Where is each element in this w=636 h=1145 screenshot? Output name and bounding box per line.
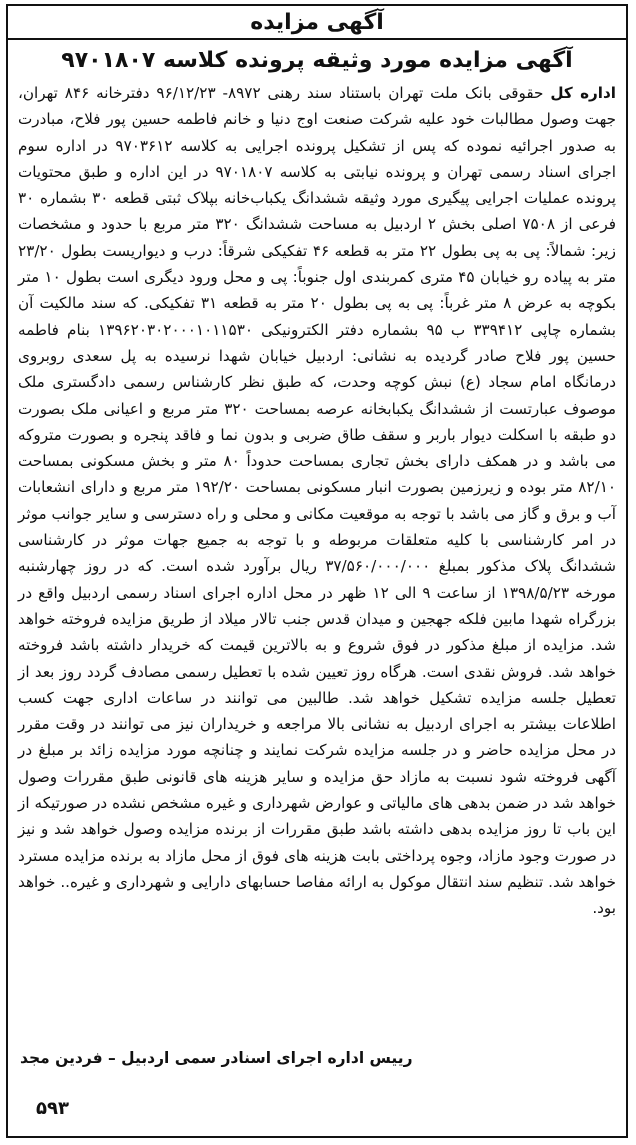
page-number: ۵۹۳: [36, 1098, 69, 1119]
notice-subtitle: آگهی مزایده مورد وثیقه پرونده کلاسه ۹۷۰۱۸۰۷: [61, 48, 573, 73]
notice-title: آگهی مزایده: [250, 9, 384, 35]
notice-header: [8, 6, 626, 40]
notice-body-text: حقوقی بانک ملت تهران باستناد سند رهنی ۸۹۷۲- ۹۶/۱۲/۲۳ دفترخانه ۸۴۶ تهران، جهت وصول مطالبات خود علیه شرکت صنعت اوج دنیا و خانم فاطمه حسین پور فلاح، مبادرت به صدور اجرائیه نموده که پس از تشکیل پرونده اجرایی به کلاسه ۹۷۰۳۶۱۲ در اداره سوم اجرای اسناد رسمی تهران و پرونده نیابتی به کلاسه ۹۷۰۱۸۰۷ در این اداره و طبق محتویات پرونده عملیات اجرایی پیگیری مورد وثیقه ششدانگ یکباب‌خانه بپلاک ثبتی قطعه ۳۰ بشماره ۳۰ فرعی از ۷۵۰۸ اصلی بخش ۲ اردبیل به مساحت ششدانگ ۳۲۰ متر مربع با حدود و مشخصات زیر: شمالاً: پی به پی بطول ۲۲ متر به قطعه ۴۶ تفکیکی شرقاً: درب و دیواریست بطول ۲۳/۲۰ متر به پیاده رو خیابان ۴۵ متری کمربندی اول جنوباً: پی و محل ورود دیگری است بطول ۱۰ متر بکوچه به عرض ۸ متر غرباً: پی به پی بطول ۲۰ متر به قطعه ۳۱ تفکیکی. که سند مالکیت آن بشماره چاپی ۳۳۹۴۱۲ ب ۹۵ بشماره دفتر الکترونیکی ۱۳۹۶۲۰۳۰۲۰۰۰۱۰۱۱۵۳۰ بنام فاطمه حسین پور فلاح صادر گردیده به نشانی: اردبیل خیابان شهدا نرسیده به پل سعدی روبروی درمانگاه امام سجاد (ع) نبش کوچه وحدت، که طبق نظر کارشناس رسمی دادگستری ملک موصوف عبارتست از ششدانگ یکبابخانه عرصه بمساحت ۳۲۰ متر مربع و اعیانی ملک بصورت دو طبقه با اسکلت دیوار باربر و سقف طاق ضربی و بدون نما و فاقد پنجره و بصورت متروکه می باشد و در همکف دارای بخش تجاری بمساحت حدوداً ۸۰ متر و بخش مسکونی بمساحت ۸۲/۱۰ متر بوده و زیرزمین بصورت انبار مسکونی بمساحت ۱۹۲/۲۰ متر مربع و دارای انشعابات آب و برق و گاز می باشد با توجه به موقعیت مکانی و محلی و راه دسترسی و سایر جوانب موثر در امر کارشناسی با کلیه متعلقات مربوطه و با توجه به جمیع جهات موثر در کارشناسی ششدانگ پلاک مذکور بمبلغ ۳۷/۵۶۰/۰۰۰/۰۰۰ ریال برآورد شده است. که در روز چهارشنبه مورخه ۱۳۹۸/۵/۲۳ از ساعت ۹ الی ۱۲ ظهر در محل اداره اجرای اسناد رسمی اردبیل واقع در بزرگراه شهدا مابین فلکه جهجین و میدان قدس جنب تالار میلاد از طریق مزایده فروخته خواهد شد. مزایده از مبلغ مذکور در فوق شروع و به بالاترین قیمت که خریدار داشته باشد فروخته خواهد شد. فروش نقدی است. هرگاه روز تعیین شده با تعطیل رسمی مصادف گردد روز بعد از تعطیل جلسه مزایده تشکیل خواهد شد. طالبین می توانند در ساعات اداری جهت کسب اطلاعات بیشتر به اجرای اردبیل به نشانی بالا مراجعه و خریداران نیز می توانند در وقت مقرر در محل مزایده حاضر و در جلسه مزایده شرکت نمایند و چنانچه مورد مزایده زائد بر مبلغ در آگهی فروخته شود نسبت به مازاد حق مزایده و سایر هزینه های قانونی طبق مقررات وصول خواهد شد در ضمن بدهی های مالیاتی و عوارض شهرداری و غیره مشخص نشده در صورتیکه از این باب تا روز مزایده بدهی داشته باشد طبق مقررات از برنده مزایده وصول خواهد شد و نیز در صورت وجود مازاد، وجوه پرداختی بابت هزینه های فوق از محل مازاد به برنده مزایده مسترد خواهد شد. تنظیم سند انتقال موکول به ارائه مفاصا حسابهای دارایی و شهرداری و غیره.. خواهد بود.: [18, 84, 617, 918]
notice-body-lead: اداره کل: [550, 84, 616, 102]
signature-text: رییس اداره اجرای اسنادر سمی اردبیل – فردین مجد: [20, 1049, 413, 1067]
notice-signature: [20, 1049, 614, 1067]
notice-frame: [6, 4, 628, 1138]
notice-body: [8, 80, 626, 922]
